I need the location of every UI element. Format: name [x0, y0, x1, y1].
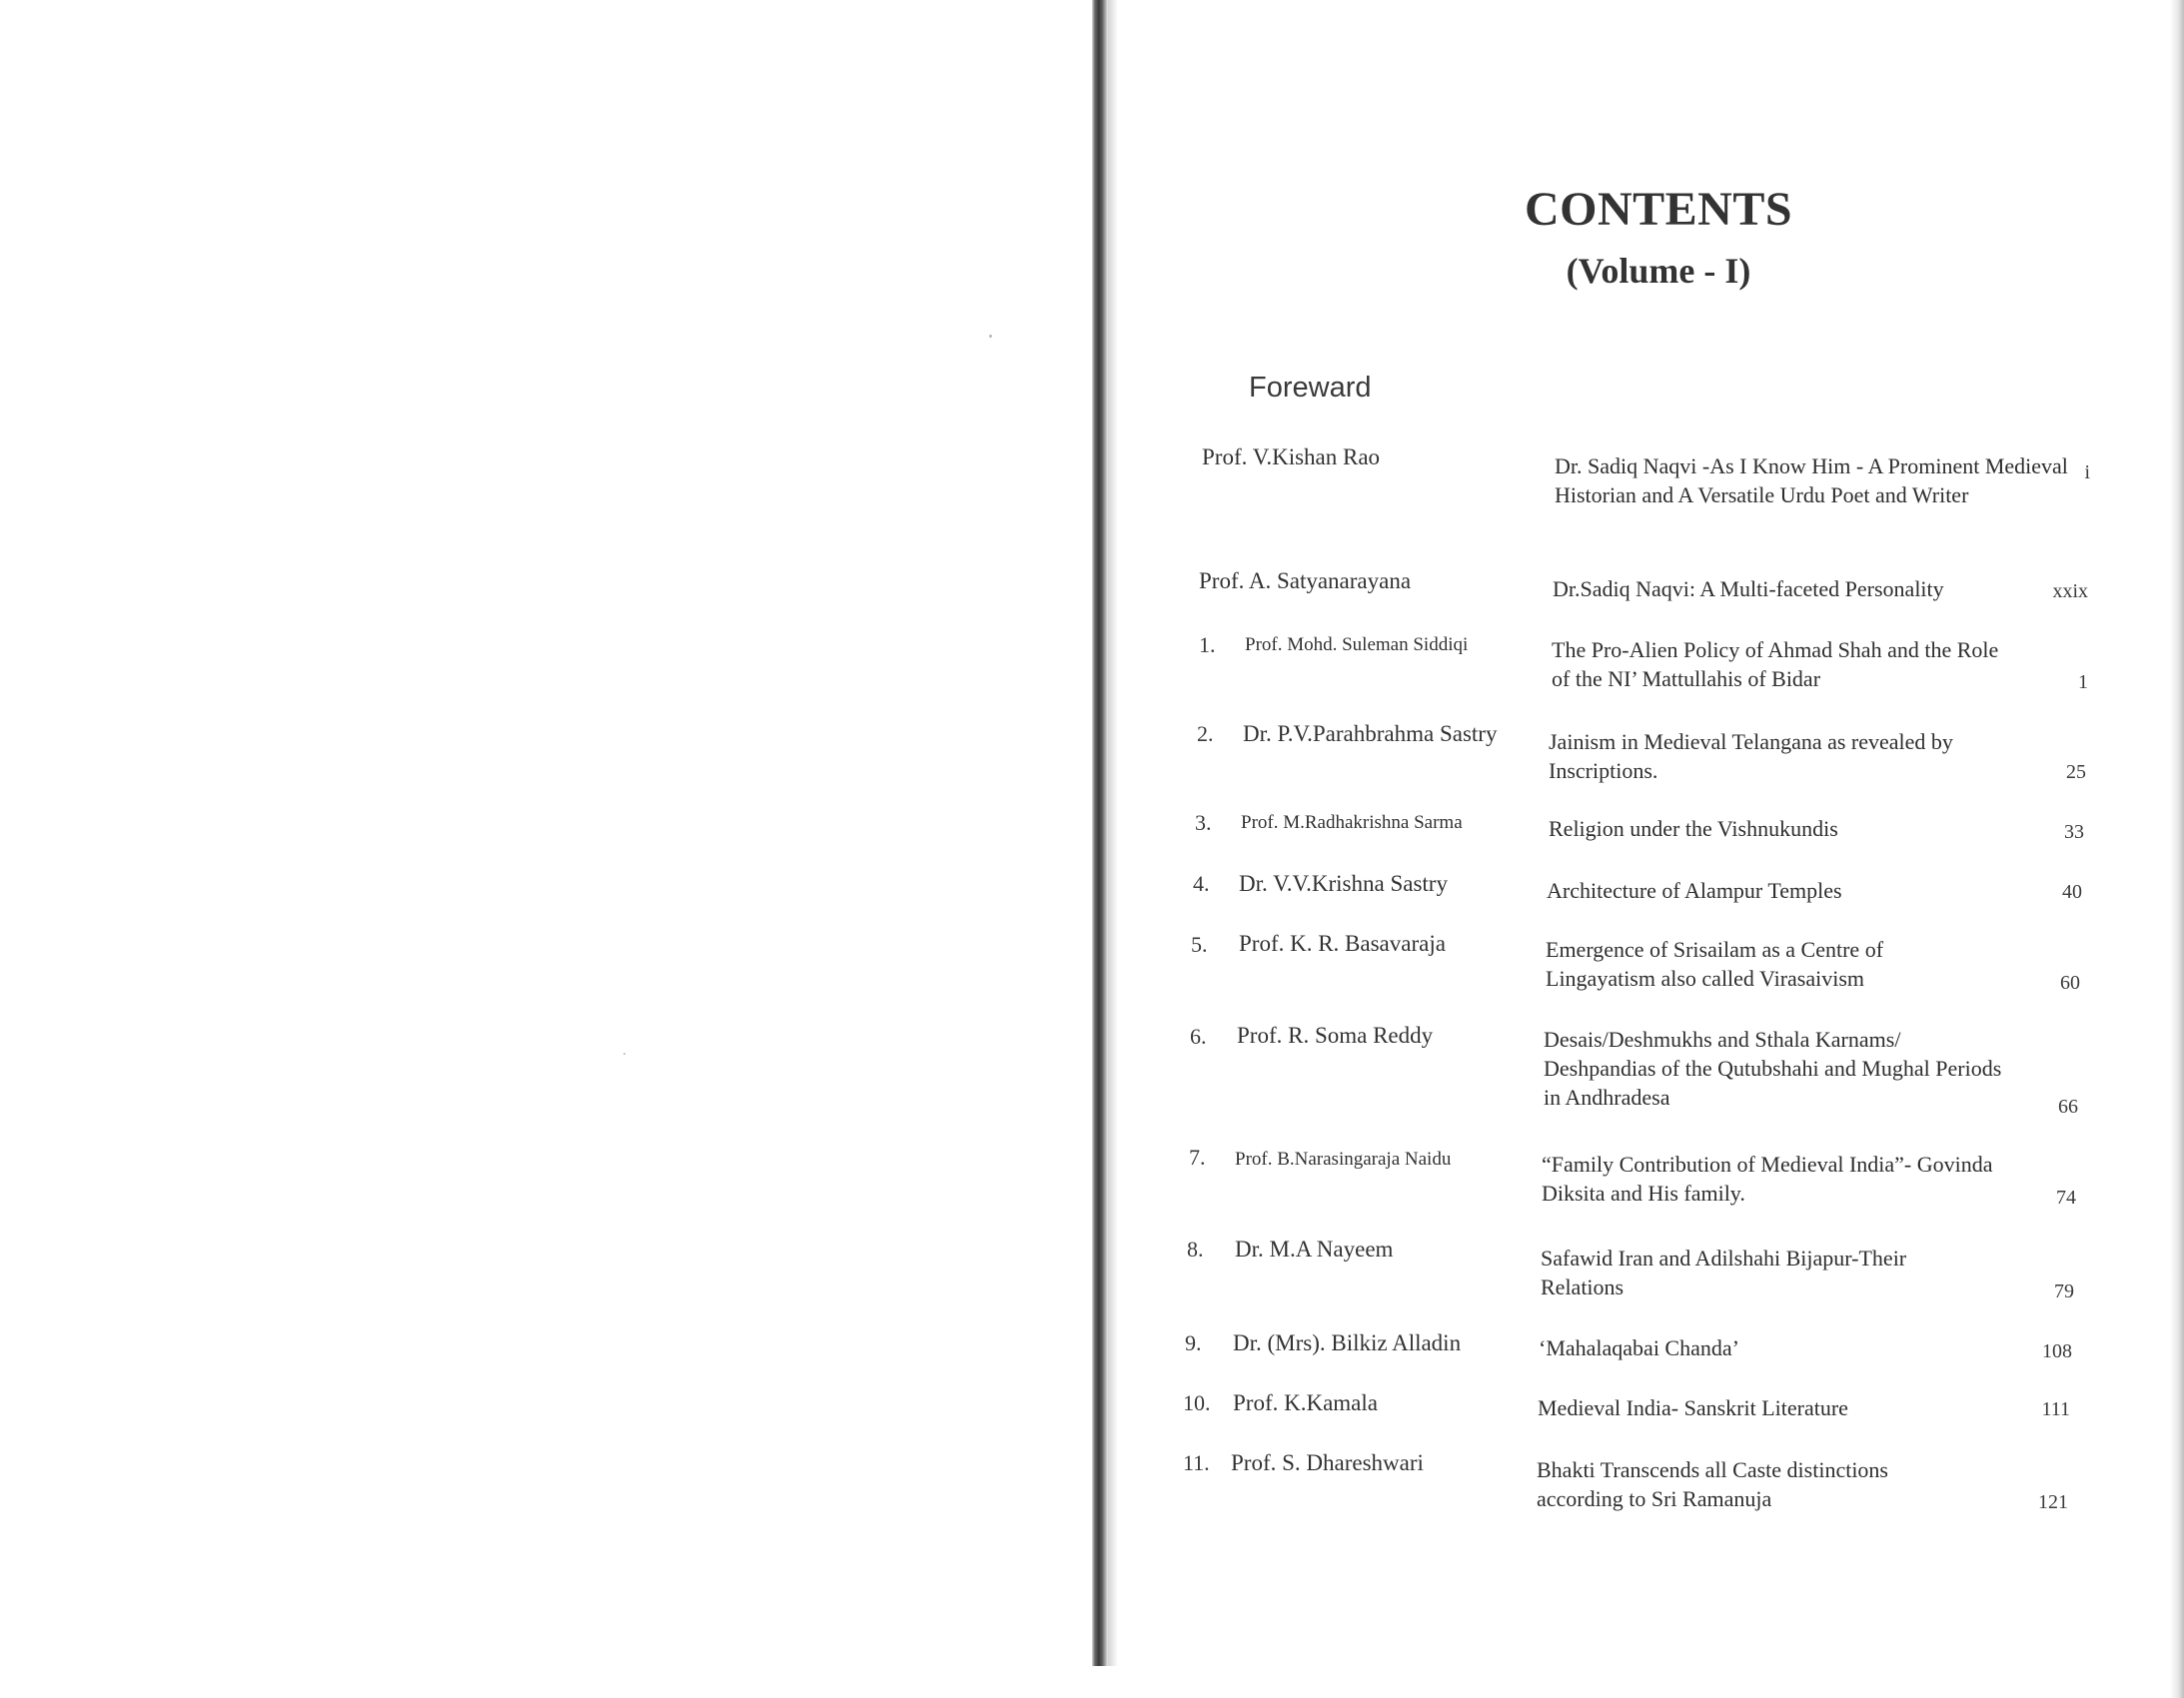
entry-author: Prof. S. Dhareshwari [1231, 1450, 1424, 1475]
entry-page: xxix [2052, 580, 2088, 602]
entry-author: Dr. (Mrs). Bilkiz Alladin [1233, 1330, 1462, 1355]
entry-page: 1 [2078, 671, 2088, 693]
entry-page: 79 [2054, 1280, 2074, 1302]
page-speck [989, 335, 992, 338]
book-gutter [1092, 0, 1108, 1666]
entry-page: i [2084, 461, 2090, 483]
entry-author: Prof. Mohd. Suleman Siddiqi [1245, 634, 1469, 655]
entry-author: Prof. R. Soma Reddy [1237, 1023, 1434, 1048]
entry-number: 1. [1199, 632, 1216, 657]
entry-number: 4. [1193, 871, 1210, 896]
entry-title: The Pro-Alien Policy of Ahmad Shah and the Role of the NI’ Mattullahis of Bidar [1552, 637, 1999, 691]
entry-author: Dr. P.V.Parahbrahma Sastry [1243, 721, 1498, 746]
entry-number: 2. [1197, 721, 1214, 746]
entry-author: Prof. K. R. Basavaraja [1239, 931, 1446, 956]
entry-number: 10. [1183, 1390, 1211, 1415]
entry-title: “Family Contribution of Medieval India”- Govinda Diksita and His family. [1542, 1152, 1993, 1206]
entry-number: 3. [1195, 810, 1212, 835]
entry-number: 6. [1190, 1024, 1207, 1049]
entry-page: 60 [2060, 972, 2080, 994]
page-speck [623, 1053, 625, 1055]
entry-page: 25 [2066, 761, 2086, 783]
entry-title: Emergence of Srisailam as a Centre of Lingayatism also called Virasaivism [1546, 937, 1884, 991]
entry-author: Prof. V.Kishan Rao [1202, 444, 1381, 469]
entry-title: Bhakti Transcends all Caste distinctions according to Sri Ramanuja [1537, 1457, 1888, 1511]
entry-author: Prof. M.Radhakrishna Sarma [1241, 812, 1463, 833]
entry-title: Desais/Deshmukhs and Sthala Karnams/ Deshpandias of the Qutubshahi and Mughal Periods in Andhradesa [1544, 1027, 2002, 1110]
entry-title: Safawid Iran and Adilshahi Bijapur-Their Relations [1541, 1246, 1907, 1299]
entry-title: Dr. Sadiq Naqvi -As I Know Him - A Prominent Medieval Historian and A Versatile Urdu Poet and Writer [1555, 453, 2068, 507]
entry-number: 5. [1191, 932, 1208, 957]
entry-page: 66 [2058, 1096, 2078, 1118]
page-edge [2170, 0, 2184, 1698]
entry-title: Religion under the Vishnukundis [1549, 816, 1838, 841]
entry-title: Architecture of Alampur Temples [1547, 878, 1842, 903]
entry-author: Prof. K.Kamala [1233, 1390, 1378, 1415]
entry-page: 74 [2056, 1187, 2076, 1209]
entry-page: 33 [2064, 821, 2084, 843]
entry-number: 8. [1187, 1237, 1204, 1262]
entry-page: 111 [2041, 1398, 2070, 1420]
entry-number: 7. [1189, 1145, 1206, 1170]
entry-author: Dr. V.V.Krishna Sastry [1239, 871, 1448, 896]
entry-title: Dr.Sadiq Naqvi: A Multi-faceted Personality [1553, 576, 1944, 601]
entry-number: 9. [1185, 1330, 1202, 1355]
entry-page: 40 [2062, 881, 2082, 903]
gutter-shadow [1108, 0, 1118, 1666]
entry-page: 121 [2038, 1491, 2068, 1513]
entry-number: 11. [1183, 1450, 1210, 1475]
entry-title: ‘Mahalaqabai Chanda’ [1539, 1335, 1739, 1360]
entry-author: Prof. A. Satyanarayana [1199, 568, 1412, 593]
foreward-heading: Foreward [1249, 372, 1372, 404]
entry-page: 108 [2042, 1340, 2072, 1362]
entry-author: Prof. B.Narasingaraja Naidu [1235, 1149, 1452, 1170]
volume-subtitle: (Volume - I) [1566, 251, 1751, 291]
entry-title: Jainism in Medieval Telangana as revealed by Inscriptions. [1549, 729, 1953, 783]
entry-author: Dr. M.A Nayeem [1235, 1237, 1394, 1262]
contents-title: CONTENTS [1524, 183, 1793, 236]
entry-title: Medieval India- Sanskrit Literature [1538, 1395, 1848, 1420]
